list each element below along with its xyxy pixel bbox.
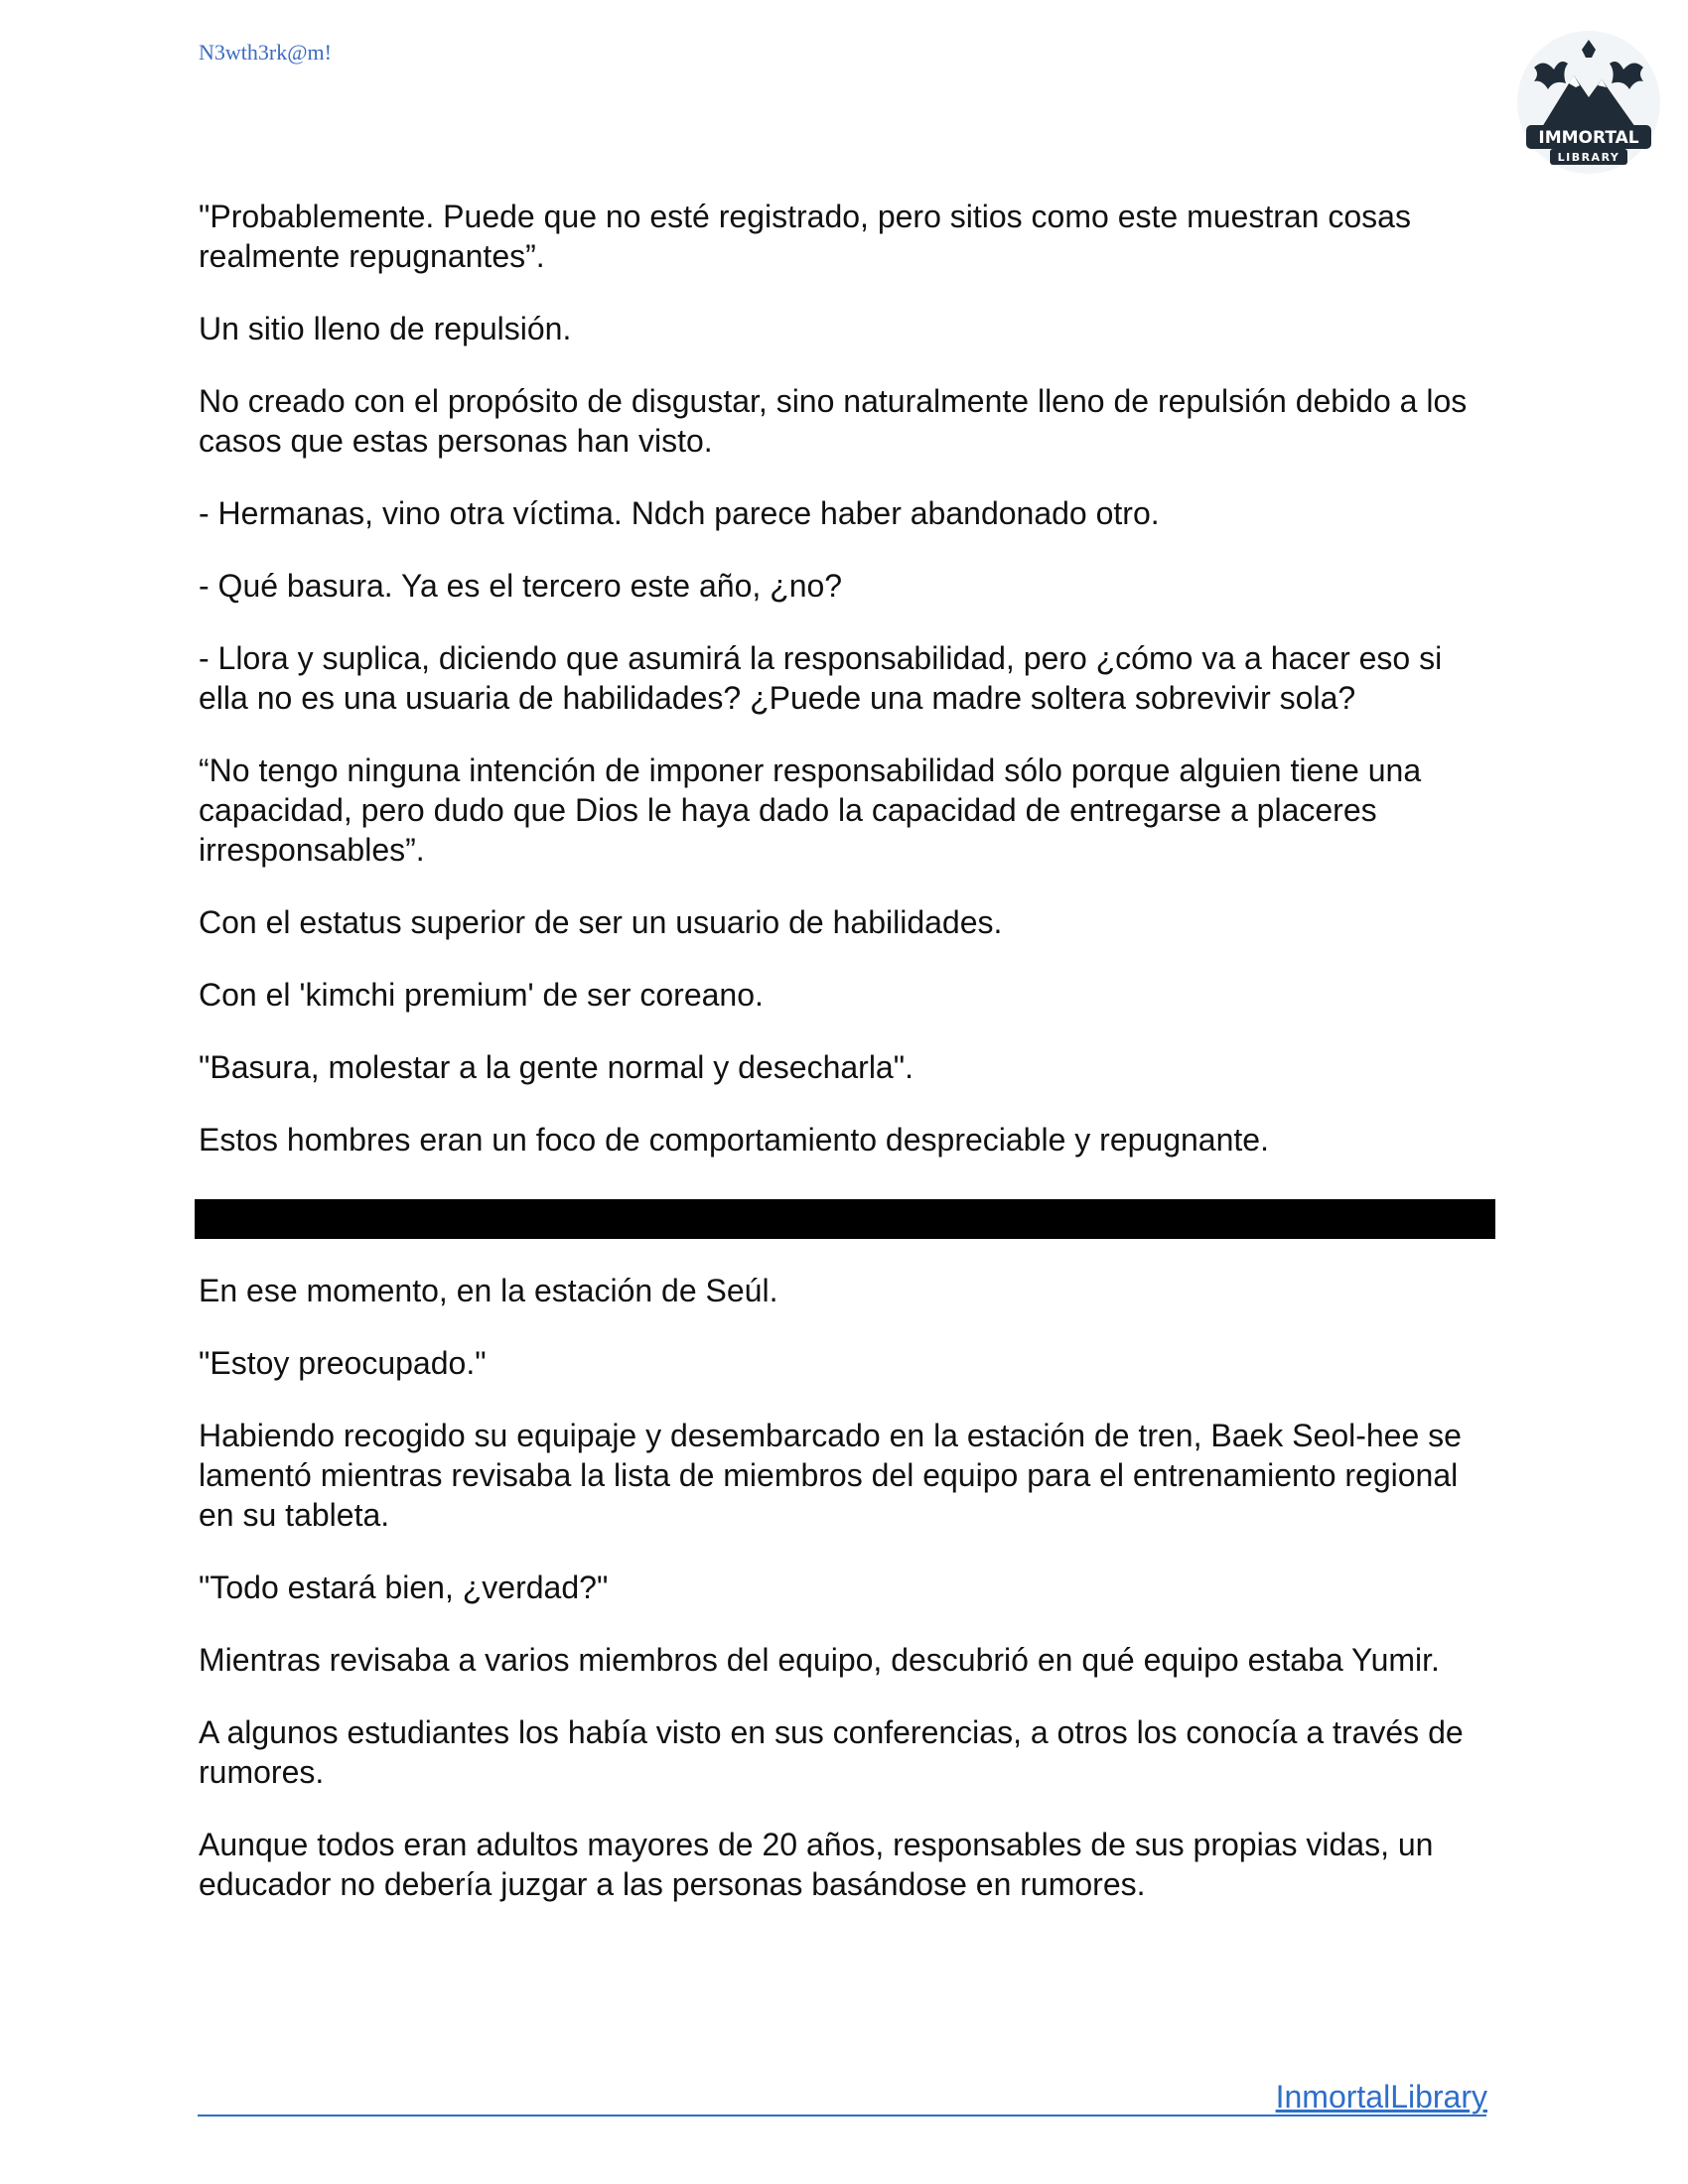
paragraph: “No tengo ninguna intención de imponer responsabilidad sólo porque alguien tiene una capacidad, pero dudo que Dios le haya dado la capacidad de entregarse a placeres irresponsables”. <box>199 752 1422 868</box>
paragraph: "Basura, molestar a la gente normal y desecharla". <box>199 1049 914 1085</box>
paragraph: Con el 'kimchi premium' de ser coreano. <box>199 977 764 1013</box>
logo-title: IMMORTAL <box>1538 128 1639 148</box>
paragraph: Con el estatus superior de ser un usuario de habilidades. <box>199 904 1003 940</box>
header-watermark: N3wth3rk@m! <box>199 40 332 65</box>
paragraph: "Probablemente. Puede que no esté registrado, pero sitios como este muestran cosas realmente repugnantes”. <box>199 199 1411 274</box>
footer-link[interactable]: InmortalLibrary <box>1275 2079 1487 2115</box>
paragraph: Aunque todos eran adultos mayores de 20 años, responsables de sus propias vidas, un educador no debería juzgar a las personas basándose en rumores. <box>199 1827 1434 1902</box>
logo-subtitle: LIBRARY <box>1557 151 1620 164</box>
paragraph: Habiendo recogido su equipaje y desembarcado en la estación de tren, Baek Seol-hee se lamentó mientras revisaba la lista de miembros del equipo para el entrenamiento regional en su tableta. <box>199 1418 1462 1533</box>
paragraph: Mientras revisaba a varios miembros del equipo, descubrió en qué equipo estaba Yumir. <box>199 1642 1440 1678</box>
immortal-library-logo <box>1514 28 1663 177</box>
paragraph: En ese momento, en la estación de Seúl. <box>199 1273 778 1308</box>
footer-rule <box>198 2115 1486 2116</box>
paragraph: No creado con el propósito de disgustar, sino naturalmente lleno de repulsión debido a los casos que estas personas han visto. <box>199 383 1468 459</box>
section-divider-bar <box>195 1199 1495 1239</box>
paragraph: Un sitio lleno de repulsión. <box>199 311 572 346</box>
section-2 <box>199 1271 1489 1937</box>
paragraph: - Llora y suplica, diciendo que asumirá la responsabilidad, pero ¿cómo va a hacer eso si ella no es una usuaria de habilidades? ¿Puede una madre soltera sobrevivir sola? <box>199 640 1443 716</box>
paragraph: - Hermanas, vino otra víctima. Ndch parece haber abandonado otro. <box>199 495 1160 531</box>
paragraph: A algunos estudiantes los había visto en sus conferencias, a otros los conocía a través de rumores. <box>199 1714 1464 1790</box>
section-1 <box>199 197 1489 1192</box>
paragraph: "Estoy preocupado." <box>199 1345 487 1381</box>
paragraph: Estos hombres eran un foco de comportamiento despreciable y repugnante. <box>199 1122 1269 1158</box>
paragraph: - Qué basura. Ya es el tercero este año, ¿no? <box>199 568 843 604</box>
paragraph: "Todo estará bien, ¿verdad?" <box>199 1570 609 1605</box>
